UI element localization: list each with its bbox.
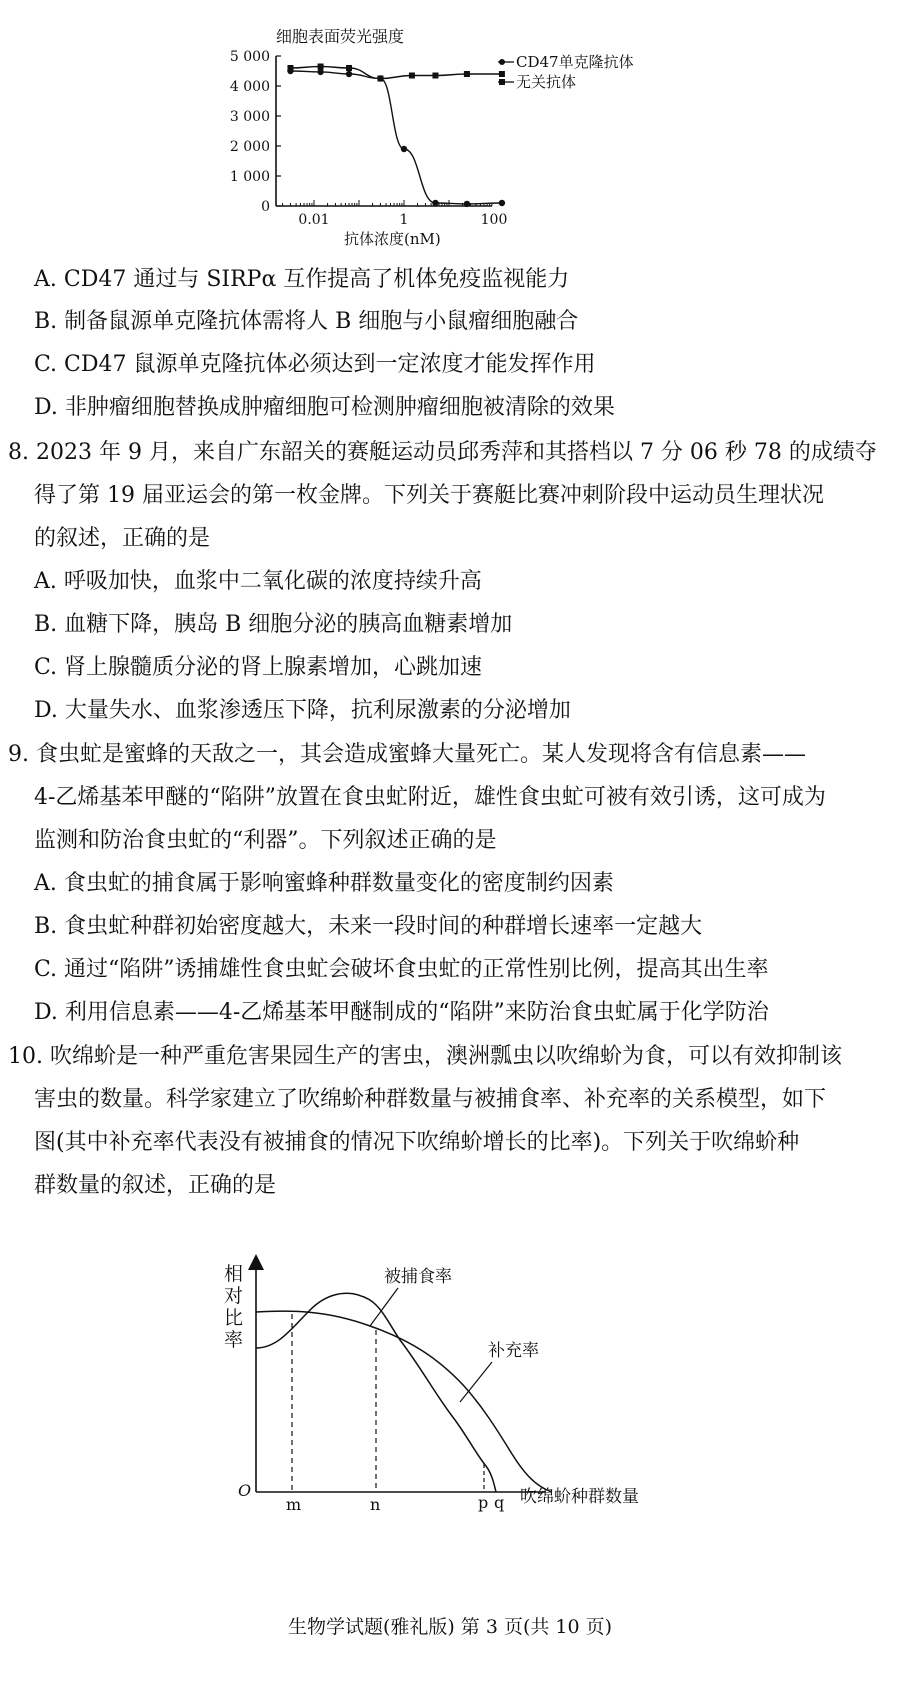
recruitment-rate-curve xyxy=(256,1311,552,1492)
x-mark-n: n xyxy=(370,1495,381,1514)
chart1-y-tick-label: 0 xyxy=(261,199,270,215)
q8-stem-3: 的叙述，正确的是 xyxy=(34,526,211,551)
legend-circle-marker xyxy=(499,59,505,65)
unrelated-data-point xyxy=(287,65,293,71)
q9-option-b: B. 食虫虻种群初始密度越大，未来一段时间的种群增长速率一定越大 xyxy=(34,914,703,939)
cd47-antibody-line xyxy=(290,71,501,204)
recruitment-rate-pointer xyxy=(460,1362,492,1402)
q9-option-a: A. 食虫虻的捕食属于影响蜜蜂种群数量变化的密度制约因素 xyxy=(34,871,614,896)
q10-stem-2: 害虫的数量。科学家建立了吹绵蚧种群数量与被捕食率、补充率的关系模型，如下 xyxy=(34,1087,827,1112)
q7-option-b: B. 制备鼠源单克隆抗体需将人 B 细胞与小鼠瘤细胞融合 xyxy=(34,309,579,334)
cd47-data-point xyxy=(464,201,470,207)
x-mark-q: q xyxy=(494,1493,505,1512)
chart2-origin: O xyxy=(238,1481,252,1500)
q8-option-a: A. 呼吸加快，血浆中二氧化碳的浓度持续升高 xyxy=(34,569,482,594)
recruitment-rate-label: 补充率 xyxy=(488,1341,539,1361)
cd47-data-point xyxy=(346,71,352,77)
chart2-y-label xyxy=(224,1263,243,1351)
chart1-x-tick-label: 1 xyxy=(399,212,409,228)
cd47-data-point xyxy=(317,69,323,75)
predation-rate-label: 被捕食率 xyxy=(384,1267,452,1287)
q8-stem-2: 得了第 19 届亚运会的第一枚金牌。下列关于赛艇比赛冲刺阶段中运动员生理状况 xyxy=(34,483,824,508)
unrelated-data-point xyxy=(464,71,470,77)
x-mark-m: m xyxy=(286,1495,302,1514)
q8-option-d: D. 大量失水、血浆渗透压下降，抗利尿激素的分泌增加 xyxy=(34,698,571,723)
cd47-data-point xyxy=(499,200,505,206)
population-model-chart xyxy=(220,1256,740,1592)
unrelated-data-point xyxy=(499,71,505,77)
cd47-data-point xyxy=(432,200,438,206)
page-footer: 生物学试题(雅礼版) 第 3 页(共 10 页) xyxy=(287,1616,613,1638)
q8-option-b: B. 血糖下降，胰岛 B 细胞分泌的胰高血糖素增加 xyxy=(34,612,513,637)
chart1-x-tick-label: 100 xyxy=(480,212,508,228)
x-mark-p: p xyxy=(478,1493,489,1512)
q7-option-a: A. CD47 通过与 SIRPα 互作提高了机体免疫监视能力 xyxy=(34,267,570,292)
predation-rate-pointer xyxy=(370,1288,398,1326)
chart1-x-tick-label: 0.01 xyxy=(298,212,330,228)
unrelated-data-point xyxy=(377,76,383,82)
q9-stem-1: 9. 食虫虻是蜜蜂的天敌之一，其会造成蜜蜂大量死亡。某人发现将含有信息素—— xyxy=(8,742,806,767)
q9-option-d: D. 利用信息素——4-乙烯基苯甲醚制成的“陷阱”来防治食虫虻属于化学防治 xyxy=(34,1000,769,1025)
cd47-data-point xyxy=(401,146,407,152)
chart2-x-label: 吹绵蚧种群数量 xyxy=(520,1487,639,1507)
q9-stem-2: 4-乙烯基苯甲醚的“陷阱”放置在食虫虻附近，雄性食虫虻可被有效引诱，这可成为 xyxy=(34,785,826,810)
q10-stem-1: 10. 吹绵蚧是一种严重危害果园生产的害虫，澳洲瓢虫以吹绵蚧为食，可以有效抑制该 xyxy=(8,1044,842,1069)
legend-cd47: CD47单克隆抗体 xyxy=(516,53,634,71)
q10-stem-4: 群数量的叙述，正确的是 xyxy=(34,1173,277,1198)
q9-option-c: C. 通过“陷阱”诱捕雄性食虫虻会破坏食虫虻的正常性别比例，提高其出生率 xyxy=(34,957,769,982)
chart1-y-tick-label: 1 000 xyxy=(229,169,270,185)
unrelated-data-point xyxy=(318,64,324,70)
chart1-y-tick-label: 2 000 xyxy=(229,139,270,155)
legend-square-marker xyxy=(499,79,505,85)
chart1-y-tick-label: 3 000 xyxy=(229,109,270,125)
q10-stem-3: 图(其中补充率代表没有被捕食的情况下吹绵蚧增长的比率)。下列关于吹绵蚧种 xyxy=(34,1130,800,1155)
chart1-x-label: 抗体浓度(nM) xyxy=(344,230,441,248)
unrelated-data-point xyxy=(409,73,415,79)
q7-option-c: C. CD47 鼠源单克隆抗体必须达到一定浓度才能发挥作用 xyxy=(34,352,596,377)
legend-unrelated: 无关抗体 xyxy=(516,73,577,91)
chart1-title: 细胞表面荧光强度 xyxy=(276,27,405,46)
q8-stem-1: 8. 2023 年 9 月，来自广东韶关的赛艇运动员邱秀萍和其搭档以 7 分 06 秒 78 的成绩夺 xyxy=(8,440,877,465)
unrelated-data-point xyxy=(346,65,352,71)
chart1-legend xyxy=(498,53,634,91)
svg-text:相对比率: 相对比率 xyxy=(224,1263,244,1351)
unrelated-data-point xyxy=(432,73,438,79)
q9-stem-3: 监测和防治食虫虻的“利器”。下列叙述正确的是 xyxy=(34,828,497,853)
fluorescence-chart xyxy=(229,20,700,270)
q8-option-c: C. 肾上腺髓质分泌的肾上腺素增加，心跳加速 xyxy=(34,655,483,680)
chart1-y-tick-label: 4 000 xyxy=(229,79,270,95)
chart1-y-tick-label: 5 000 xyxy=(229,49,270,65)
q7-option-d: D. 非肿瘤细胞替换成肿瘤细胞可检测肿瘤细胞被清除的效果 xyxy=(34,395,615,420)
